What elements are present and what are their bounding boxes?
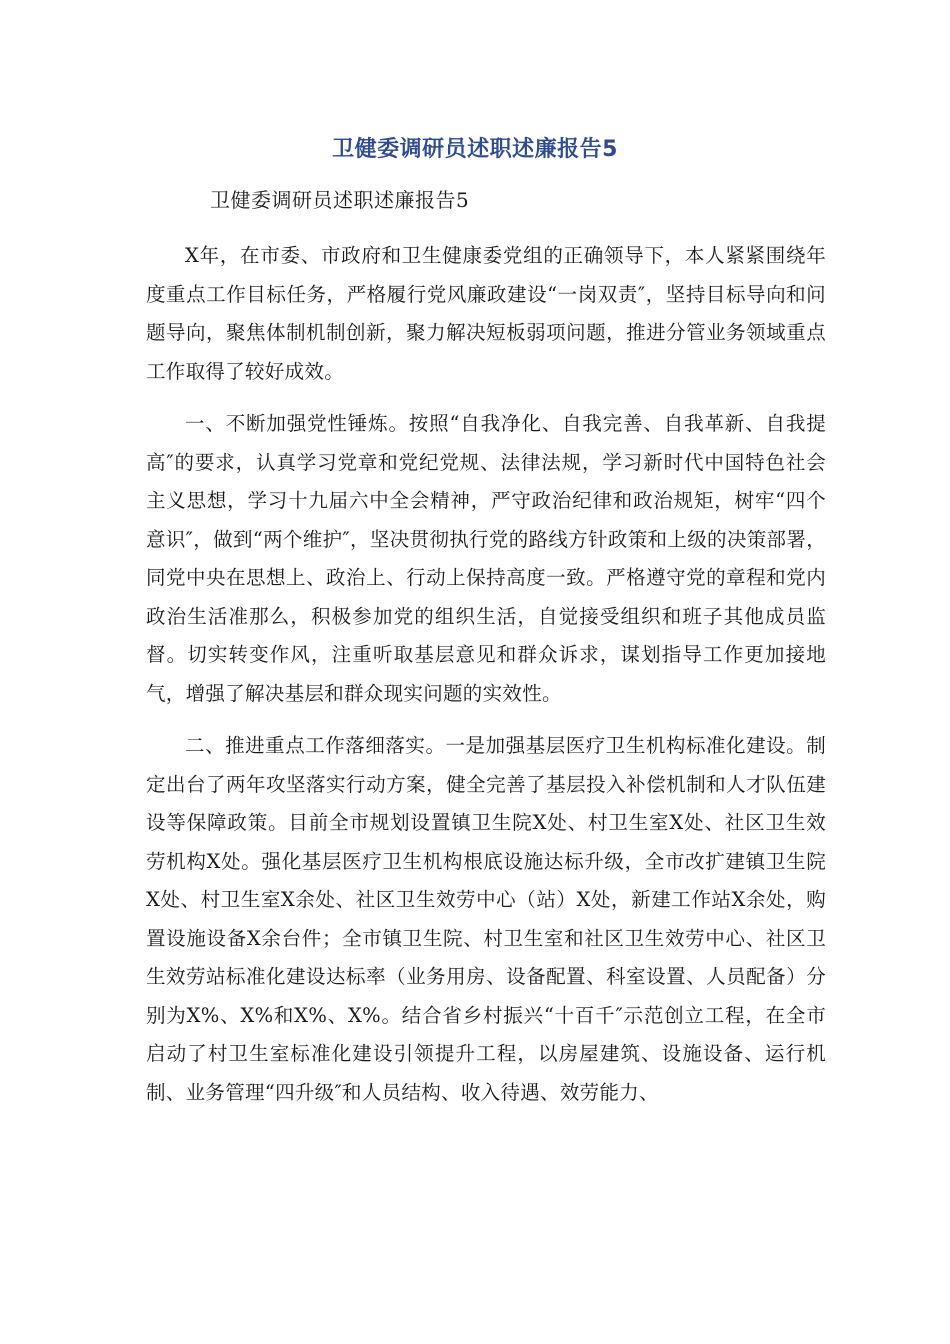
document-body (146, 237, 826, 1126)
document-title: 卫健委调研员述职述廉报告5 (332, 137, 618, 162)
paragraph-section-one: 一、不断加强党性锤炼。按照“自我净化、自我完善、自我革新、自我提高″的要求，认真学习党章和党纪党规、法律法规，学习新时代中国特色社会主义思想，学习十九届六中全会精神，严守政治纪律和政治规矩，树牢“四个意识″，做到“两个维护″，坚决贯彻执行党的路线方针政策和上级的决策部署，同党中央在思想上、政治上、行动上保持高度一致。严格遵守党的章程和党内政治生活准那么，积极参加党的组织生活，自觉接受组织和班子其他成员监督。切实转变作风，注重听取基层意见和群众诉求，谋划指导工作更加接地气，增强了解决基层和群众现实问题的实效性。 (146, 412, 826, 705)
paragraph-intro: X年，在市委、市政府和卫生健康委党组的正确领导下，本人紧紧围绕年度重点工作目标任务，严格履行党风廉政建设“一岗双责″，坚持目标导向和问题导向，聚焦体制机制创新，聚力解决短板弱项问题，推进分管业务领域重点工作取得了较好成效。 (146, 244, 826, 383)
paragraph-section-two: 二、推进重点工作落细落实。一是加强基层医疗卫生机构标准化建设。制定出台了两年攻坚落实行动方案，健全完善了基层投入补偿机制和人才队伍建设等保障政策。目前全市规划设置镇卫生院X处、村卫生室X处、社区卫生效劳机构X处。强化基层医疗卫生机构根底设施达标升级，全市改扩建镇卫生院X处、村卫生室X余处、社区卫生效劳中心（站）X处，新建工作站X余处，购置设施设备X余台件；全市镇卫生院、村卫生室和社区卫生效劳中心、社区卫生效劳站标准化建设达标率（业务用房、设备配置、科室设置、人员配备）分别为X%、X%和X%、X%。结合省乡村振兴“十百千″示范创立工程，在全市启动了村卫生室标准化建设引领提升工程，以房屋建筑、设施设备、运行机制、业务管理“四升级″和人员结构、收入待遇、效劳能力、 (146, 734, 826, 1104)
document-subtitle: 卫健委调研员述职述廉报告5 (210, 188, 470, 212)
